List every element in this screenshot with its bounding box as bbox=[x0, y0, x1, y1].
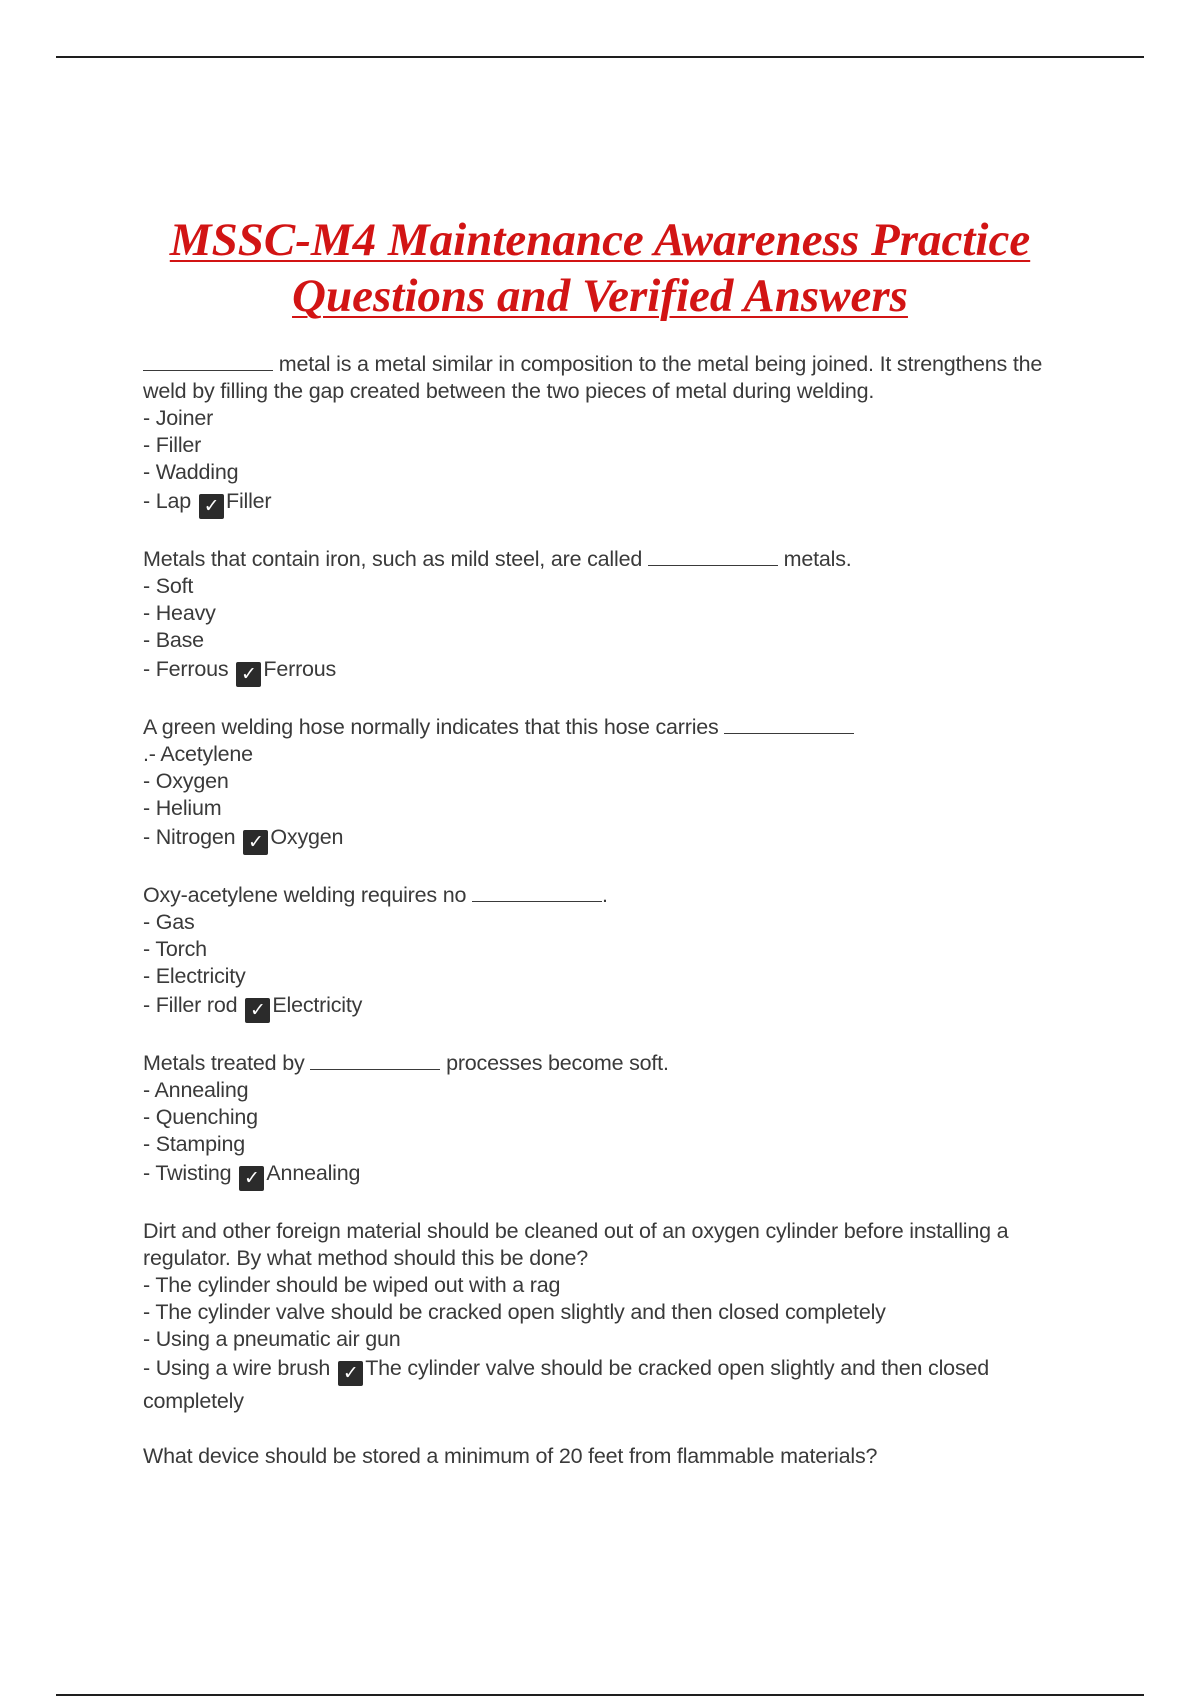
title-line-1: MSSC-M4 Maintenance Awareness Practice bbox=[169, 214, 1031, 266]
option-with-answer bbox=[143, 822, 1048, 855]
option: - Base bbox=[143, 628, 204, 652]
option: - The cylinder should be wiped out with a rag bbox=[143, 1273, 561, 1297]
question-block bbox=[143, 351, 1048, 519]
option: - Torch bbox=[143, 937, 207, 961]
option: - Filler bbox=[143, 433, 202, 457]
option-with-answer bbox=[143, 654, 1048, 687]
option: - Stamping bbox=[143, 1132, 245, 1156]
question-text bbox=[143, 1050, 1048, 1077]
question-suffix: metal is a metal similar in composition to the metal being joined. It strengthens the weld by filling the gap created between the two pieces of metal during welding. bbox=[143, 352, 1043, 403]
correct-answer: Electricity bbox=[272, 993, 363, 1017]
option: - Soft bbox=[143, 574, 194, 598]
option: - Filler rod bbox=[143, 993, 238, 1017]
option: - Oxygen bbox=[143, 769, 229, 793]
option: - Wadding bbox=[143, 460, 239, 484]
question-text bbox=[143, 882, 1048, 909]
answer-blank bbox=[472, 883, 602, 902]
option: - Using a pneumatic air gun bbox=[143, 1327, 401, 1351]
correct-answer: The cylinder valve should be cracked open slightly and then closed completely bbox=[143, 1356, 990, 1413]
correct-answer: Filler bbox=[226, 489, 272, 513]
option: - Lap bbox=[143, 489, 192, 513]
question-prefix: Oxy-acetylene welding requires no bbox=[143, 883, 473, 907]
correct-answer: Oxygen bbox=[270, 825, 344, 849]
option: - Quenching bbox=[143, 1105, 258, 1129]
question-block bbox=[143, 714, 1048, 855]
question-block bbox=[143, 1218, 1048, 1416]
option-with-answer bbox=[143, 1353, 1048, 1416]
question-prefix: Metals treated by bbox=[143, 1051, 311, 1075]
option: - Using a wire brush bbox=[143, 1356, 331, 1380]
check-box-icon: ✓ bbox=[239, 1166, 264, 1191]
answer-blank bbox=[310, 1051, 440, 1070]
question-block bbox=[143, 882, 1048, 1023]
correct-answer: Annealing bbox=[266, 1161, 361, 1185]
check-box-icon: ✓ bbox=[338, 1361, 363, 1386]
option: .- Acetylene bbox=[143, 742, 253, 766]
question-text bbox=[143, 714, 1048, 741]
question-list bbox=[143, 351, 1048, 1497]
option-with-answer bbox=[143, 1158, 1048, 1191]
question-block bbox=[143, 546, 1048, 687]
option: - Twisting bbox=[143, 1161, 232, 1185]
question-text: Dirt and other foreign material should be cleaned out of an oxygen cylinder before installing a regulator. By what method should this be done? bbox=[143, 1219, 1009, 1270]
footer-rule bbox=[56, 1694, 1144, 1696]
question-block bbox=[143, 1443, 1048, 1470]
question-suffix: processes become soft. bbox=[440, 1051, 669, 1075]
option-with-answer bbox=[143, 486, 1048, 519]
option: - Helium bbox=[143, 796, 222, 820]
page-title bbox=[60, 212, 1140, 324]
answer-blank bbox=[724, 715, 854, 734]
check-box-icon: ✓ bbox=[236, 662, 261, 687]
option: - Gas bbox=[143, 910, 195, 934]
question-suffix: . bbox=[602, 883, 608, 907]
option: - Joiner bbox=[143, 406, 214, 430]
option: - Heavy bbox=[143, 601, 216, 625]
answer-blank bbox=[648, 547, 778, 566]
option: - The cylinder valve should be cracked open slightly and then closed completely bbox=[143, 1300, 886, 1324]
title-line-2: Questions and Verified Answers bbox=[292, 270, 908, 322]
question-suffix: metals. bbox=[777, 547, 852, 571]
answer-blank bbox=[143, 352, 273, 371]
question-text: What device should be stored a minimum of 20 feet from flammable materials? bbox=[143, 1444, 878, 1468]
check-box-icon: ✓ bbox=[243, 830, 268, 855]
check-box-icon: ✓ bbox=[199, 494, 224, 519]
question-text bbox=[143, 351, 1048, 405]
question-block bbox=[143, 1050, 1048, 1191]
option-with-answer bbox=[143, 990, 1048, 1023]
check-box-icon: ✓ bbox=[245, 998, 270, 1023]
question-prefix: A green welding hose normally indicates that this hose carries bbox=[143, 715, 725, 739]
question-text bbox=[143, 546, 1048, 573]
option: - Electricity bbox=[143, 964, 246, 988]
header-rule bbox=[56, 56, 1144, 58]
question-prefix: Metals that contain iron, such as mild steel, are called bbox=[143, 547, 648, 571]
option: - Annealing bbox=[143, 1078, 249, 1102]
option: - Nitrogen bbox=[143, 825, 236, 849]
option: - Ferrous bbox=[143, 657, 229, 681]
correct-answer: Ferrous bbox=[263, 657, 337, 681]
